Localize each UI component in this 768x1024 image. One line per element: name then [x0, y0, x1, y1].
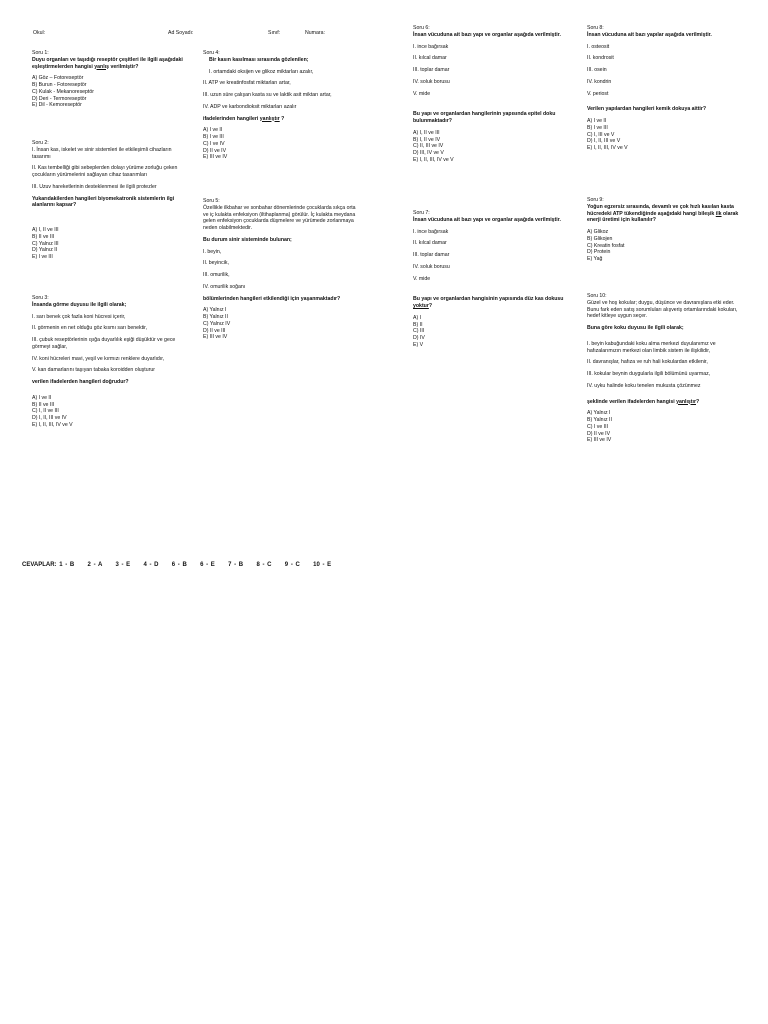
option-c[interactable]: C) III — [413, 328, 425, 335]
question-stem: Yoğun egzersiz sırasında, devamlı ve çok hızlı kasılan kasta hücredeki ATP tükendiğinde aşağıdaki hangi bileşik ilk olarak enerji üretimi için kullanılır? — [587, 203, 739, 224]
option-d[interactable]: D) II ve IV — [203, 147, 227, 154]
option-c[interactable]: C) Yalnız III — [32, 240, 59, 247]
question-label: Soru 1: — [32, 50, 49, 56]
statement-2: II. görmenin en net olduğu göz kısmı sarı benektir, — [32, 325, 148, 332]
option-a[interactable]: A) I ve II — [587, 118, 607, 124]
option-e[interactable]: E) Dil - Kemoreseptör — [32, 102, 82, 109]
statement-2: II. ATP ve kreatinfosfat miktarları artar, — [203, 80, 291, 87]
option-b[interactable]: B) Glikojen — [587, 235, 613, 242]
question-3 — [32, 295, 190, 429]
option-c[interactable]: C) I, III ve V — [587, 131, 615, 138]
option-d[interactable]: D) I, II, III ve V — [587, 138, 621, 145]
question-ask: Bu yapı ve organlardan hangilerinin yapısında epitel doku bulunmaktadır? — [413, 111, 556, 124]
question-ask: Verilen yapılardan hangileri kemik dokuya aittir? — [587, 106, 707, 113]
option-e[interactable]: E) III ve IV — [203, 334, 228, 341]
statement-4: IV. omurilik soğanı — [203, 283, 246, 290]
statement-3: III. uzun süre çalışan kasta su ve laktik asit miktarı artar, — [203, 92, 332, 98]
statement-5: V. kan damarlarını taşıyan tabaka koroidden oluşturur — [32, 367, 155, 374]
statement-4: IV. soluk borusu — [413, 78, 450, 85]
question-stem: Duyu organları ve taşıdığı reseptör çeşitleri ile ilgili aşağıdaki eşleştirmelerden hangisi yanlış verilmiştir? — [32, 56, 183, 70]
option-a[interactable]: A) I ve II — [32, 394, 52, 401]
option-c[interactable]: C) II, III ve IV — [413, 143, 444, 150]
name-field-label: Ad Soyadı: — [168, 30, 194, 36]
question-label: Soru 8: — [587, 25, 604, 31]
option-e[interactable]: E) V — [413, 341, 424, 348]
statement-5: V. mide — [413, 90, 431, 97]
question-stem: İnsanda görme duyusu ile ilgili olarak; — [32, 301, 127, 308]
class-field-label: Sınıf: — [268, 30, 281, 36]
option-a[interactable]: A) I, II ve III — [413, 129, 440, 136]
question-label: Soru 5: — [203, 198, 220, 204]
option-b[interactable]: B) II ve III — [32, 233, 55, 240]
option-b[interactable]: B) Yalnız II — [587, 417, 612, 423]
question-stem: Yukarıdakilerden hangileri biyomekatronik sistemlerin ilgi alanlarını kapsar? — [32, 195, 175, 209]
option-b[interactable]: B) I ve III — [203, 134, 224, 140]
question-stem: İnsan vücuduna ait bazı yapı ve organlar aşağıda verilmiştir. — [413, 31, 561, 38]
option-b[interactable]: B) II ve III — [32, 401, 55, 408]
statement-2: II. davranışlar, hafıza ve ruh hali kokulardan etkilenir, — [587, 359, 708, 366]
option-a[interactable]: A) I ve II — [203, 127, 223, 134]
statement-3: III. toplar damar — [413, 67, 450, 73]
statement-3: III. omurilik, — [203, 272, 230, 278]
option-d[interactable]: D) II ve III — [203, 327, 226, 334]
statement-5: V. periost — [587, 90, 609, 97]
question-stem: İnsan vücuduna ait bazı yapılar aşağıda verilmiştir. — [587, 31, 712, 38]
statement-4: IV. koni hücreleri mavi, yeşil ve kırmızı renklere duyarlıdır, — [32, 355, 165, 362]
question-10 — [587, 293, 742, 444]
question-stem: İnsan vücuduna ait bazı yapı ve organlar aşağıda verilmiştir. — [413, 216, 561, 223]
option-c[interactable]: C) Kreatin fosfat — [587, 242, 625, 249]
option-b[interactable]: B) I ve III — [587, 124, 608, 131]
statement-4: IV. kondrin — [587, 78, 612, 85]
option-a[interactable]: A) Yalnız I — [203, 307, 227, 314]
question-intro: Güzel ve hoş kokular; duygu, düşünce ve davranışlara etki eder. Bunu fark eden satış sorumluları alışveriş ortamlarındaki kokuları, hedef kitleye uygun seçer. — [587, 299, 738, 320]
option-b[interactable]: B) Yalnız II — [203, 314, 228, 320]
question-label: Soru 3: — [32, 295, 49, 301]
question-intro: Özellikle ilkbahar ve sonbahar dönemlerinde çocuklarda sıkça orta ve iç kulakta enfeksiyon (iltihaplanma) görülür. İç kulakta meydana gelen enfeksiyon çocuklarda düşmelere ve yürümede zorlanmaya neden olabilmektedir. — [203, 204, 356, 231]
question-ask: ifadelerinden hangileri yanlıştır ? — [203, 115, 285, 122]
statement-2: II. beyincik, — [203, 260, 229, 267]
option-e[interactable]: E) III ve IV — [587, 437, 612, 444]
statement-1: I. ince bağırsak — [413, 43, 449, 50]
question-label: Soru 6: — [413, 25, 430, 31]
question-5 — [203, 198, 361, 341]
option-c[interactable]: C) I ve III — [587, 423, 609, 430]
option-b[interactable]: B) Burun - Fotoreseptör — [32, 82, 87, 88]
statement-3: III. kokular beynin duygularla ilgili bölümünü uyarmaz, — [587, 371, 711, 377]
option-a[interactable]: A) I, II ve III — [32, 227, 59, 233]
option-b[interactable]: B) II — [413, 321, 423, 328]
question-6 — [413, 25, 568, 164]
option-b[interactable]: B) I, II ve IV — [413, 136, 441, 143]
statement-3: III. çubuk reseptörlerinin ışığa duyarlılık eşiği düşüktür ve gece görmeyi sağlar, — [32, 337, 176, 350]
school-field-label: Okul: — [33, 30, 46, 36]
question-stem: Buna göre koku duyusu ile ilgili olarak; — [587, 325, 684, 331]
question-1 — [32, 50, 190, 109]
question-4 — [203, 50, 361, 161]
question-ask: bölümlerinden hangileri etkilendiği için yaşanmaktadır? — [203, 295, 341, 302]
statement-2: II. kılcal damar — [413, 55, 447, 62]
option-d[interactable]: D) I, II, III ve IV — [32, 415, 67, 421]
option-e[interactable]: E) I ve III — [32, 254, 53, 260]
question-stem: Bir kasın kasılması sırasında gözlenilen; — [209, 56, 309, 63]
statement-1: I. ince bağırsak — [413, 228, 449, 235]
statement-1: I. sarı benek çok fazla koni hücresi içerir, — [32, 313, 126, 320]
statement-3: III. osein — [587, 67, 607, 73]
option-e[interactable]: E) I, II, III, IV ve V — [32, 421, 73, 428]
option-e[interactable]: E) I, II, III, IV ve V — [413, 156, 454, 163]
question-label: Soru 9: — [587, 197, 604, 203]
option-a[interactable]: A) I — [413, 314, 422, 321]
option-a[interactable]: A) Glikoz — [587, 229, 609, 235]
question-label: Soru 7: — [413, 210, 430, 216]
question-ask: Bu yapı ve organlardan hangisinin yapısında düz kas dokusu yoktur? — [413, 296, 564, 309]
question-ask: şeklinde verilen ifadelerden hangisi yanlıştır? — [587, 398, 700, 405]
option-a[interactable]: A) Göz – Fotoreseptör — [32, 75, 84, 82]
option-d[interactable]: D) Deri - Termoreseptör — [32, 95, 87, 102]
option-d[interactable]: D) IV — [413, 335, 425, 341]
statement-2: II. kondrosit — [587, 55, 614, 62]
statement-4: IV. soluk borusu — [413, 263, 450, 270]
question-7 — [413, 210, 568, 349]
statement-2: II. Kas tembelliği gibi sebeplerden dolayı yürüme zorluğu çeken çocukların yürümelerini sağlayan cihaz tasarımları — [32, 165, 178, 178]
option-d[interactable]: D) Protein — [587, 249, 611, 256]
statement-1: I. İnsan kas, iskelet ve sinir sistemleri ile etkileşimli cihazların tasarımı — [32, 146, 172, 160]
statement-2: II. kılcal damar — [413, 240, 447, 247]
option-c[interactable]: C) Yalnız IV — [203, 320, 231, 327]
question-8 — [587, 25, 742, 152]
question-2 — [32, 140, 190, 261]
statement-5: V. mide — [413, 275, 431, 282]
option-c[interactable]: C) Kulak - Mekanoreseptör — [32, 88, 94, 95]
question-label: Soru 4: — [203, 50, 220, 56]
question-ask: verilen ifadelerden hangileri doğrudur? — [32, 379, 129, 385]
statement-1: I. osteosit — [587, 43, 610, 50]
option-c[interactable]: C) I, II ve III — [32, 408, 59, 415]
statement-1: I. beyin, — [203, 248, 222, 255]
option-e[interactable]: E) I, II, III, IV ve V — [587, 145, 628, 151]
statement-1: I. ortamdaki oksijen ve glikoz miktarları azalır, — [209, 68, 314, 75]
option-e[interactable]: E) Yağ — [587, 256, 603, 262]
question-stem: Bu durum sinir sisteminde bulunan; — [203, 236, 292, 243]
question-label: Soru 10: — [587, 293, 607, 299]
question-label: Soru 2: — [32, 140, 49, 146]
statement-3: III. toplar damar — [413, 252, 450, 258]
option-a[interactable]: A) Yalnız I — [587, 410, 611, 417]
option-c[interactable]: C) I ve IV — [203, 140, 225, 147]
statement-1: I. beyin kabuğundaki koku alma merkezi duyulanımız ve hafızalarımızın merkezi olan limbik sistem ile ilişkilidir, — [587, 340, 716, 354]
statement-3: III. Uzuv hareketlerinin desteklenmesi ile ilgili protezler — [32, 183, 157, 190]
question-9 — [587, 197, 742, 263]
option-d[interactable]: D) Yalnız II — [32, 247, 58, 254]
statement-4: IV. ADP ve karbondioksit miktarları azalır — [203, 103, 297, 110]
option-e[interactable]: E) III ve IV — [203, 154, 228, 161]
option-d[interactable]: D) III, IV ve V — [413, 150, 444, 156]
option-d[interactable]: D) II ve IV — [587, 430, 611, 437]
answer-key: CEVAPLAR: 1 - B 2 - A 3 - E 4 - D 6 - B 6 - E 7 - B 8 - C 9 - C 10 - E — [22, 562, 332, 568]
statement-4: IV. uyku halinde koku tenelen mukusta çözünmez — [587, 382, 701, 389]
number-field-label: Numara: — [305, 30, 325, 36]
